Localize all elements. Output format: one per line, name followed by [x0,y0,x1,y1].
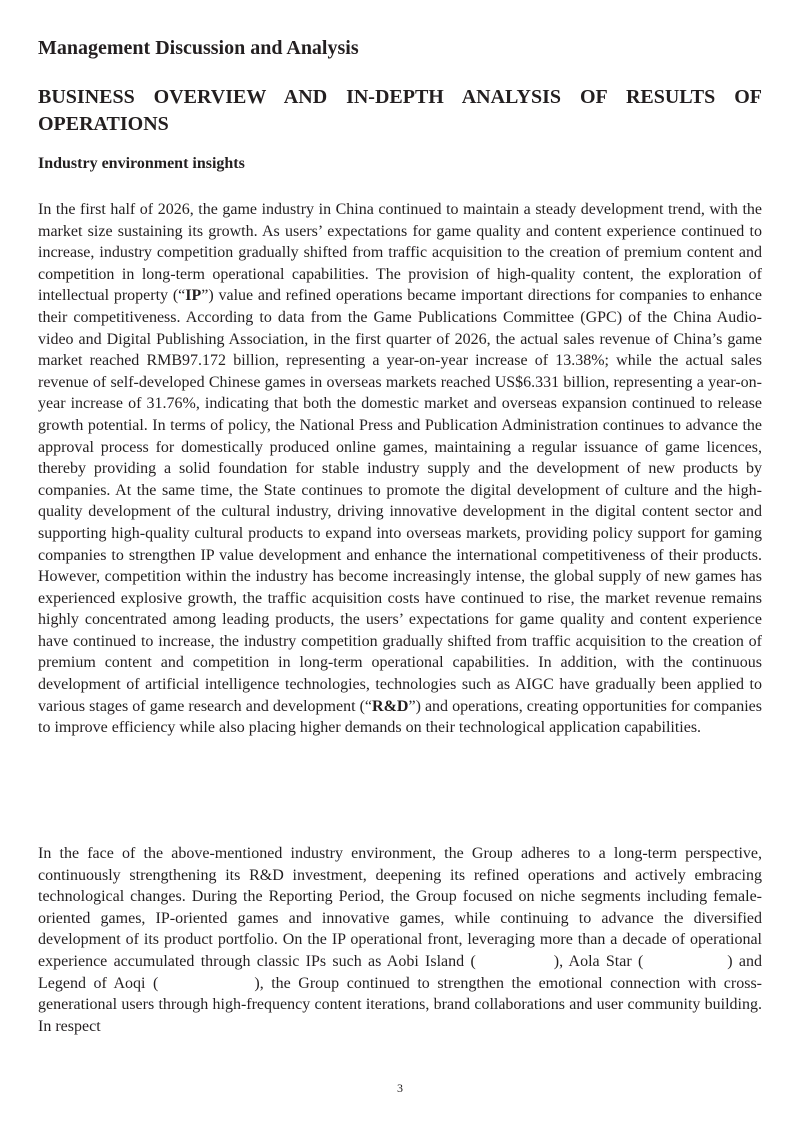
sub-heading: Industry environment insights [38,155,245,172]
main-heading: BUSINESS OVERVIEW AND IN-DEPTH ANALYSIS OF RESULTS OF OPERATIONS [38,86,762,135]
section-title: Management Discussion and Analysis [38,37,359,59]
defined-term-ip: IP [185,287,202,305]
paragraph-industry-environment [38,199,762,739]
paragraph1-text-1: In the first half of 2026, the game industry in China continued to maintain a steady development trend, with the market size sustaining its growth. As users’ expectations for game quality and content experience continued to increase, industry competition gradually shifted from traffic acquisition to the creation of premium content and competition in long-term operational capabilities. The provision of high-quality content, the exploration of intellectual property (“ [38,201,762,305]
paragraph2-text-2: ), Aola Star ( [553,952,644,970]
paragraph1-text-3: ”) and operations, creating opportunities for companies to improve efficiency while also placing higher demands on their technological application capabilities. [38,697,763,737]
page-number: 3 [397,1081,403,1095]
paragraph2-text-3: ) and Legend of Aoqi ( [38,952,763,992]
paragraph2-text-1: In the face of the above-mentioned industry environment, the Group adheres to a long-term perspective, continuously strengthening its R&D investment, deepening its refined operations and actively embracing technological changes. During the Reporting Period, the Group focused on niche segments including female-oriented games, IP-oriented games and innovative games, while continuing to advance the diversified development of its product portfolio. On the IP operational front, leveraging more than a decade of operational experience accumulated through classic IPs such as Aobi Island ( [38,845,762,970]
defined-term-rd: R&D [372,697,409,715]
paragraph2-text-4: ), the Group continued to strengthen the emotional connection with cross-generational users through high-frequency content iterations, brand collaborations and user community building. In respect [38,974,763,1035]
paragraph-group-strategy [38,843,762,1037]
paragraph1-text-2: ”) value and refined operations became important directions for companies to enhance their competitiveness. According to data from the Game Publications Committee (GPC) of the China Audio-video and Digital Publishing Association, in the first quarter of 2026, the actual sales revenue of China’s game market reached RMB97.172 billion, representing a year-on-year increase of 13.38%; while the actual sales revenue of self-developed Chinese games in overseas markets reached US$6.331 billion, representing a year-on-year increase of 31.76%, indicating that both the domestic market and overseas expansion continued to release growth potential. In terms of policy, the National Press and Publication Administration continues to advance the approval process for domestically produced online games, maintaining a regular issuance of game licences, thereby providing a solid foundation for stable industry supply and the development of new products by companies. At the same time, the State continues to promote the digital development of culture and the high-quality development of the cultural industry, driving innovative development in the digital content sector and supporting high-quality cultural products to expand into overseas markets, providing policy support for gaming companies to strengthen IP value development and enhance the international competitiveness of their products. However, competition within the industry has become increasingly intense, the global supply of new games has experienced explosive growth, the traffic acquisition costs have continued to rise, the market revenue remains highly concentrated among leading products, the users’ expectations for game quality and content experience have continued to increase, the industry competition gradually shifted from traffic acquisition to the creation of premium content and competition in long-term operational capabilities. In addition, with the continuous development of artificial intelligence technologies, technologies such as AIGC have gradually been applied to various stages of game research and development (“ [38,287,762,715]
